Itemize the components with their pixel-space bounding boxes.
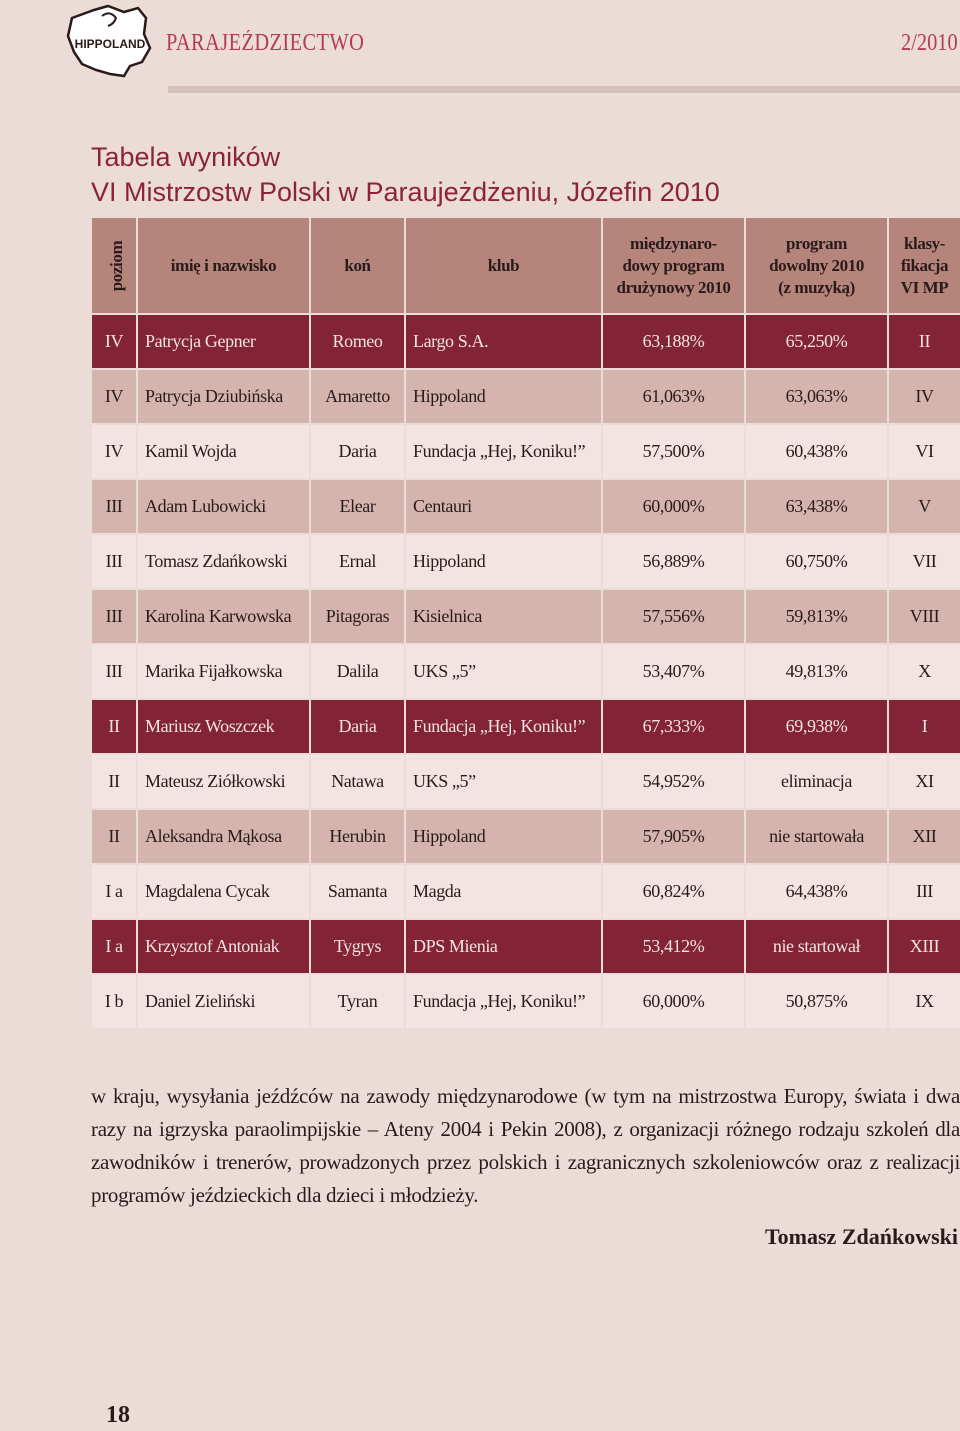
cell-team: 67,333% xyxy=(602,699,745,754)
svg-text:HIPPOLAND: HIPPOLAND xyxy=(74,37,146,51)
cell-poziom: I a xyxy=(91,864,137,919)
cell-name: Tomasz Zdańkowski xyxy=(137,534,310,589)
cell-club: UKS „5” xyxy=(405,644,602,699)
title-line-1: Tabela wyników xyxy=(91,142,281,172)
cell-rank: XII xyxy=(888,809,960,864)
issue-number: 2/2010 xyxy=(901,30,958,56)
page-header xyxy=(0,0,960,88)
cell-name: Magdalena Cycak xyxy=(137,864,310,919)
page-title xyxy=(91,140,720,210)
cell-horse: Herubin xyxy=(310,809,405,864)
cell-horse: Dalila xyxy=(310,644,405,699)
cell-rank: IV xyxy=(888,369,960,424)
table-row xyxy=(91,754,960,809)
cell-name: Aleksandra Mąkosa xyxy=(137,809,310,864)
cell-name: Daniel Zieliński xyxy=(137,974,310,1029)
cell-club: Hippoland xyxy=(405,369,602,424)
cell-team: 56,889% xyxy=(602,534,745,589)
col-header-poziom: poziom xyxy=(91,217,137,314)
cell-club: Fundacja „Hej, Koniku!” xyxy=(405,424,602,479)
cell-team: 54,952% xyxy=(602,754,745,809)
cell-team: 53,407% xyxy=(602,644,745,699)
cell-free: 60,750% xyxy=(745,534,888,589)
cell-free: 63,063% xyxy=(745,369,888,424)
cell-rank: III xyxy=(888,864,960,919)
cell-poziom: II xyxy=(91,699,137,754)
cell-team: 60,000% xyxy=(602,479,745,534)
cell-name: Marika Fijałkowska xyxy=(137,644,310,699)
cell-free: 60,438% xyxy=(745,424,888,479)
cell-name: Kamil Wojda xyxy=(137,424,310,479)
cell-club: Fundacja „Hej, Koniku!” xyxy=(405,974,602,1029)
cell-team: 53,412% xyxy=(602,919,745,974)
cell-horse: Amaretto xyxy=(310,369,405,424)
cell-free: 69,938% xyxy=(745,699,888,754)
cell-free: 63,438% xyxy=(745,479,888,534)
cell-free: nie startował xyxy=(745,919,888,974)
section-title: PARAJEŹDZIECTWO xyxy=(166,30,365,56)
cell-rank: I xyxy=(888,699,960,754)
cell-poziom: III xyxy=(91,479,137,534)
cell-poziom: III xyxy=(91,534,137,589)
cell-poziom: III xyxy=(91,644,137,699)
cell-name: Mariusz Woszczek xyxy=(137,699,310,754)
cell-horse: Natawa xyxy=(310,754,405,809)
cell-free: 50,875% xyxy=(745,974,888,1029)
table-row xyxy=(91,699,960,754)
header-rule xyxy=(168,86,960,93)
cell-club: Largo S.A. xyxy=(405,314,602,369)
cell-free: 64,438% xyxy=(745,864,888,919)
cell-club: Kisielnica xyxy=(405,589,602,644)
cell-poziom: IV xyxy=(91,369,137,424)
col-header-free: program dowolny 2010 (z muzyką) xyxy=(745,217,888,314)
cell-horse: Romeo xyxy=(310,314,405,369)
table-body xyxy=(91,314,960,1029)
cell-free: nie startowała xyxy=(745,809,888,864)
cell-team: 57,556% xyxy=(602,589,745,644)
cell-horse: Tyran xyxy=(310,974,405,1029)
col-header-club: klub xyxy=(405,217,602,314)
cell-horse: Samanta xyxy=(310,864,405,919)
cell-name: Patrycja Gepner xyxy=(137,314,310,369)
cell-name: Adam Lubowicki xyxy=(137,479,310,534)
cell-club: UKS „5” xyxy=(405,754,602,809)
cell-poziom: II xyxy=(91,809,137,864)
cell-rank: XI xyxy=(888,754,960,809)
col-header-rank: klasy- fikacja VI MP xyxy=(888,217,960,314)
title-line-2: VI Mistrzostw Polski w Paraujeżdżeniu, Józefin 2010 xyxy=(91,177,720,207)
col-header-horse: koń xyxy=(310,217,405,314)
cell-horse: Daria xyxy=(310,424,405,479)
cell-rank: V xyxy=(888,479,960,534)
cell-free: 65,250% xyxy=(745,314,888,369)
cell-team: 61,063% xyxy=(602,369,745,424)
col-header-name: imię i nazwisko xyxy=(137,217,310,314)
author-signature: Tomasz Zdańkowski xyxy=(765,1224,958,1249)
table-row xyxy=(91,479,960,534)
cell-free: 59,813% xyxy=(745,589,888,644)
cell-free: eliminacja xyxy=(745,754,888,809)
cell-rank: X xyxy=(888,644,960,699)
cell-team: 57,905% xyxy=(602,809,745,864)
cell-club: Hippoland xyxy=(405,534,602,589)
page-number: 18 xyxy=(106,1402,130,1428)
cell-rank: IX xyxy=(888,974,960,1029)
cell-rank: XIII xyxy=(888,919,960,974)
table-row xyxy=(91,369,960,424)
cell-club: Fundacja „Hej, Koniku!” xyxy=(405,699,602,754)
cell-horse: Elear xyxy=(310,479,405,534)
cell-horse: Daria xyxy=(310,699,405,754)
cell-poziom: I a xyxy=(91,919,137,974)
table-row xyxy=(91,534,960,589)
cell-rank: II xyxy=(888,314,960,369)
cell-rank: VII xyxy=(888,534,960,589)
cell-name: Patrycja Dziubińska xyxy=(137,369,310,424)
table-row xyxy=(91,864,960,919)
cell-team: 57,500% xyxy=(602,424,745,479)
table-row xyxy=(91,424,960,479)
cell-team: 63,188% xyxy=(602,314,745,369)
cell-rank: VIII xyxy=(888,589,960,644)
cell-name: Karolina Karwowska xyxy=(137,589,310,644)
cell-free: 49,813% xyxy=(745,644,888,699)
table-header-row xyxy=(91,217,960,314)
cell-poziom: IV xyxy=(91,424,137,479)
table-row xyxy=(91,644,960,699)
cell-name: Krzysztof Antoniak xyxy=(137,919,310,974)
cell-rank: VI xyxy=(888,424,960,479)
cell-horse: Pitagoras xyxy=(310,589,405,644)
cell-horse: Tygrys xyxy=(310,919,405,974)
hippoland-logo xyxy=(64,4,154,78)
cell-team: 60,824% xyxy=(602,864,745,919)
cell-club: DPS Mienia xyxy=(405,919,602,974)
cell-poziom: III xyxy=(91,589,137,644)
cell-name: Mateusz Ziółkowski xyxy=(137,754,310,809)
cell-poziom: I b xyxy=(91,974,137,1029)
cell-club: Hippoland xyxy=(405,809,602,864)
cell-team: 60,000% xyxy=(602,974,745,1029)
cell-horse: Ernal xyxy=(310,534,405,589)
cell-poziom: II xyxy=(91,754,137,809)
table-row xyxy=(91,314,960,369)
table-row xyxy=(91,919,960,974)
table-row xyxy=(91,974,960,1029)
table-row xyxy=(91,589,960,644)
cell-club: Magda xyxy=(405,864,602,919)
cell-club: Centauri xyxy=(405,479,602,534)
table-row xyxy=(91,809,960,864)
col-header-team: międzynaro- dowy program drużynowy 2010 xyxy=(602,217,745,314)
results-table xyxy=(90,216,960,1030)
body-paragraph: w kraju, wysyłania jeźdźców na zawody międzynarodowe (w tym na mistrzostwa Europy, świata i dwa razy na igrzyska paraolimpijskie – Ateny 2004 i Pekin 2008), z organizacji różnego rodzaju szkoleń dla zawodników i trenerów, prowadzonych przez polskich i zagranicznych szkoleniowców oraz z realizacji programów jeździeckich dla dzieci i młodzieży. xyxy=(91,1084,960,1207)
cell-poziom: IV xyxy=(91,314,137,369)
